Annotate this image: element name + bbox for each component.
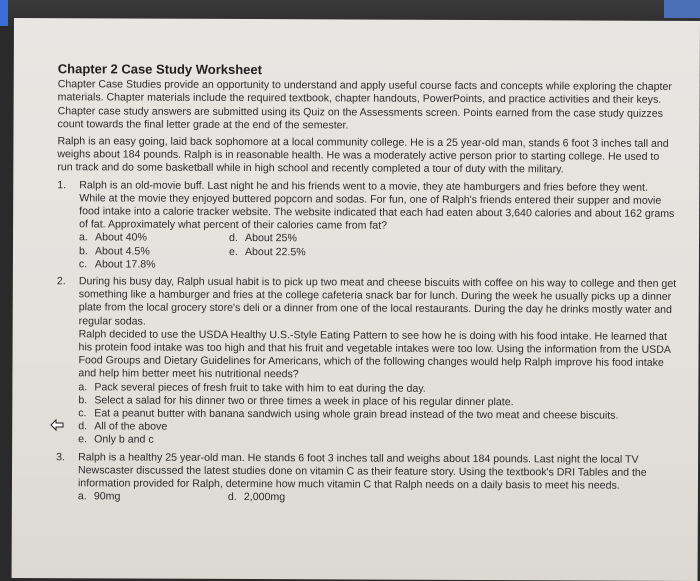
worksheet-page	[12, 18, 700, 581]
option-a: a. About 40%	[79, 231, 147, 245]
option-d: d. About 25%	[229, 232, 297, 245]
option-e: e. Only b and c	[78, 433, 154, 447]
mouse-cursor-icon	[50, 418, 64, 432]
toolbar-button[interactable]	[664, 0, 700, 18]
tab-edge-icon	[0, 0, 8, 26]
answer-options	[79, 232, 677, 274]
scenario-paragraph: Ralph is an easy going, laid back sophomore at a local community college. He is a 25 year-old man, stands 6 foot 3 inches tall and weighs about 184 pounds. Ralph is in reasonable health. He was a moderately active person prior to starting college. He used to run track and do some basketball while in high school and recently completed a tour of duty with the military.	[57, 135, 669, 176]
question-3	[56, 451, 676, 507]
document-body	[56, 62, 678, 506]
option-a: a. 90mg	[77, 490, 121, 503]
question-text: During his busy day, Ralph usual habit is to pick up two meat and cheese biscuits with coffee on his way to college and then get something like a hamburger and fries at the college cafeteria snack bar for lunch. During the week he usually picks up a dinner plate from the local grocery store's deli or a dinner from one of the local restaurants. During the day he drinks mostly water and regular sodas.	[78, 275, 677, 328]
option-b: b. About 4.5%	[78, 244, 150, 258]
question-text: Ralph is a healthy 25 year-old man. He stands 6 foot 3 inches tall and weighs about 184 pounds. Last night the local TV Newscaster discussed the latest studies done on vitamin C as their feature story. Using the textbook's DRI Tables and the information provided for Ralph, determine how much vitamin C that Ralph needs on a daily basis to meet his needs.	[77, 450, 647, 492]
page-title: Chapter 2 Case Study Worksheet	[57, 61, 263, 78]
option-c: c. Eat a peanut butter with banana sandwich using whole grain bread instead of the two meat and cheese biscuits.	[78, 407, 619, 422]
question-number: 1.	[57, 178, 67, 191]
question-text-continued: Ralph decided to use the USDA Healthy U.S.-Style Eating Pattern to see how he is doing with his food intake. He learned that his protein food intake was too high and that his fruit and vegetable intakes were too low. Using the information from the USDA Food Groups and Dietary Guidelines for Americans, which of the following changes would help Ralph improve his food intake and help him better meet his nutritional needs?	[78, 328, 671, 381]
option-b: b. Select a salad for his dinner two or three times a week in place of his regular dinner plate.	[78, 394, 514, 409]
option-d: d. All of the above	[78, 420, 168, 433]
question-number: 3.	[56, 450, 65, 463]
option-c: c. About 17.8%	[78, 258, 156, 271]
question-number: 2.	[56, 275, 66, 288]
intro-paragraph: Chapter Case Studies provide an opportunity to understand and apply useful course facts and concepts while exploring the chapter materials. Chapter materials include the required textbook, chapter handouts, PowerPoints, and practice activities and their keys. Chapter case study answers are submitted using its Quiz on the Assessments screen. Points earned from the case study quizzes count towards the final letter grade at the end of the semester.	[57, 78, 672, 132]
question-text: Ralph is an old-movie buff. Last night he and his friends went to a movie, they ate hamburgers and fries before they went. While at the movie they enjoyed buttered popcorn and sodas. For fun, one of Ralph's friends entered their supper and movie food intake into a calorie tracker website. The website indicated that each had eaten about 3,640 calories and about 162 grams of fat. Approximately what percent of their calories came from fat?	[79, 178, 675, 232]
option-e: e. About 22.5%	[228, 245, 306, 258]
answer-options	[78, 491, 676, 507]
answer-options	[78, 381, 676, 450]
option-d: d. 2,000mg	[227, 491, 286, 504]
option-a: a. Pack several pieces of fresh fruit to take with him to eat during the day.	[78, 380, 426, 395]
question-1	[57, 179, 677, 274]
question-2	[56, 275, 677, 449]
